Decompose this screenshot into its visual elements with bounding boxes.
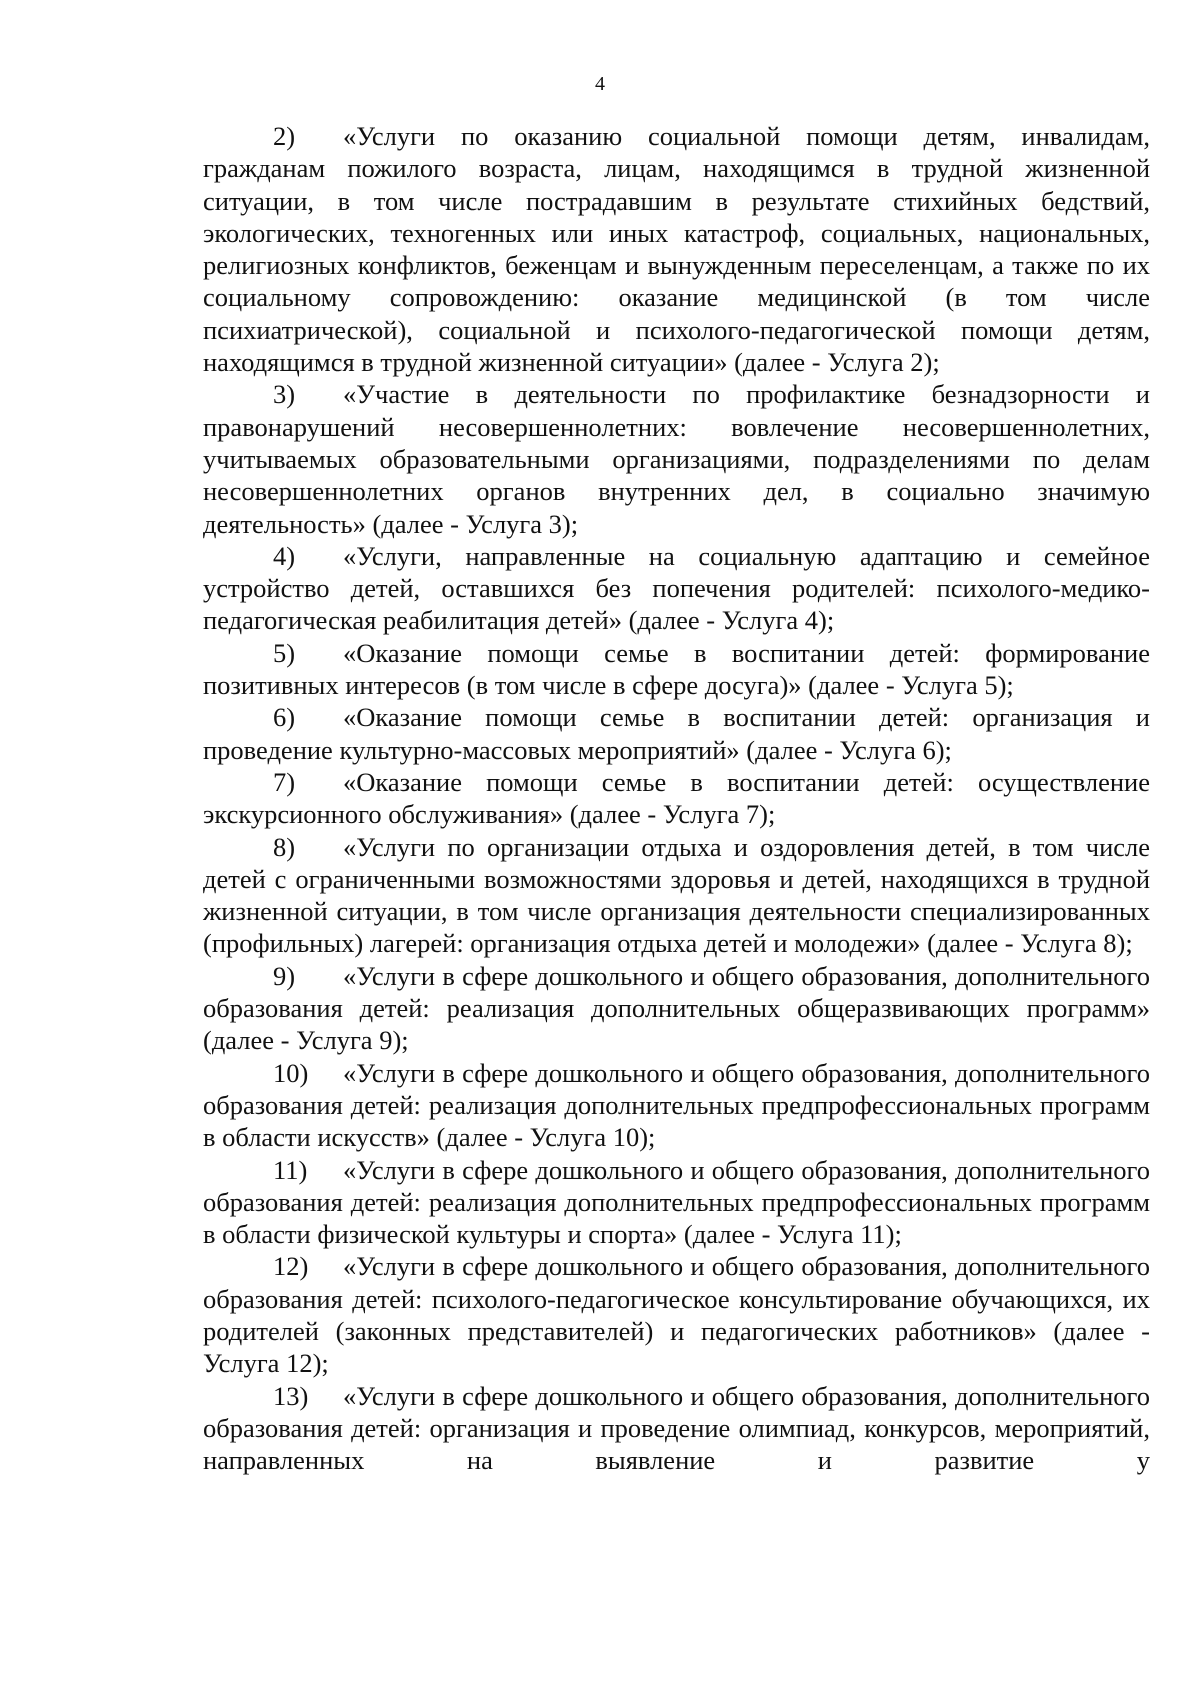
clause-number: 6): [273, 702, 296, 733]
clause-text: «Услуги в сфере дошкольного и общего образования, дополнительного образования детей: психолого-педагогическое консультирование обучающихся, их родителей (законных представителей) и педагогических работников» (далее - Услуга 12);: [203, 1251, 1150, 1379]
document-body: [203, 120, 1150, 1476]
clause-number: 7): [273, 766, 296, 797]
clause-number: 9): [273, 960, 296, 991]
list-item: [203, 120, 1150, 378]
clause-text: «Услуги в сфере дошкольного и общего образования, дополнительного образования детей: реализация дополнительных общеразвивающих программ» (далее - Услуга 9);: [203, 960, 1150, 1056]
list-item: [203, 960, 1150, 1057]
list-item: [203, 1154, 1150, 1251]
clause-number: 3): [273, 379, 296, 410]
clause-number: 8): [273, 831, 296, 862]
clause-number: 11): [273, 1154, 308, 1185]
clause-text: «Услуги в сфере дошкольного и общего образования, дополнительного образования детей: реализация дополнительных предпрофессиональных программ в области физической культуры и спорта» (далее - Услуга 11);: [203, 1154, 1150, 1250]
list-item: [203, 540, 1150, 637]
clause-text: «Оказание помощи семье в воспитании детей: формирование позитивных интересов (в том числе в сфере досуга)» (далее - Услуга 5);: [203, 637, 1150, 701]
list-item: [203, 831, 1150, 960]
clause-text: «Услуги в сфере дошкольного и общего образования, дополнительного образования детей: реализация дополнительных предпрофессиональных программ в области искусств» (далее - Услуга 10);: [203, 1057, 1150, 1153]
clause-text: «Услуги по организации отдыха и оздоровления детей, в том числе детей с ограниченными возможностями здоровья и детей, находящихся в трудной жизненной ситуации, в том числе организация деятельности специализированных (профильных) лагерей: организация отдыха детей и молодежи» (далее - Услуга 8);: [203, 831, 1150, 959]
list-item: [203, 1057, 1150, 1154]
clause-text: «Участие в деятельности по профилактике безнадзорности и правонарушений несовершеннолетних: вовлечение несовершеннолетних, учитываемых образовательными организациями, подразделениями по делам несовершеннолетних органов внутренних дел, в социально значимую деятельность» (далее - Услуга 3);: [203, 379, 1150, 539]
clause-text: «Оказание помощи семье в воспитании детей: осуществление экскурсионного обслуживания» (далее - Услуга 7);: [203, 766, 1150, 830]
list-item: [203, 701, 1150, 766]
clause-number: 4): [273, 540, 296, 571]
clause-text: «Оказание помощи семье в воспитании детей: организация и проведение культурно-массовых мероприятий» (далее - Услуга 6);: [203, 702, 1150, 765]
clause-text: «Услуги в сфере дошкольного и общего образования, дополнительного образования детей: организация и проведение олимпиад, конкурсов, мероприятий, направленных на выявление и развитие у: [203, 1380, 1150, 1476]
clause-text: «Услуги, направленные на социальную адаптацию и семейное устройство детей, оставшихся без попечения родителей: психолого-медико-педагогическая реабилитация детей» (далее - Услуга 4);: [203, 540, 1150, 636]
list-item: [203, 766, 1150, 831]
clause-number: 2): [273, 121, 296, 151]
clause-number: 10): [273, 1057, 309, 1088]
list-item: [203, 1250, 1150, 1379]
list-item: [203, 378, 1150, 539]
list-item: [203, 1380, 1150, 1477]
clause-number: 5): [273, 637, 296, 668]
clause-number: 12): [273, 1251, 309, 1282]
clause-text: «Услуги по оказанию социальной помощи детям, инвалидам, гражданам пожилого возраста, лицам, находящимся в трудной жизненной ситуации, в том числе пострадавшим в результате стихийных бедствий, экологических, техногенных или иных катастроф, социальных, национальных, религиозных конфликтов, беженцам и вынужденным переселенцам, а также по их социальному сопровождению: оказание медицинской (в том числе психиатрической), социальной и психолого-педагогической помощи детям, находящимся в трудной жизненной ситуации» (далее - Услуга 2);: [203, 121, 1150, 378]
list-item: [203, 637, 1150, 702]
page-number: 4: [595, 73, 605, 95]
clause-number: 13): [273, 1380, 309, 1411]
